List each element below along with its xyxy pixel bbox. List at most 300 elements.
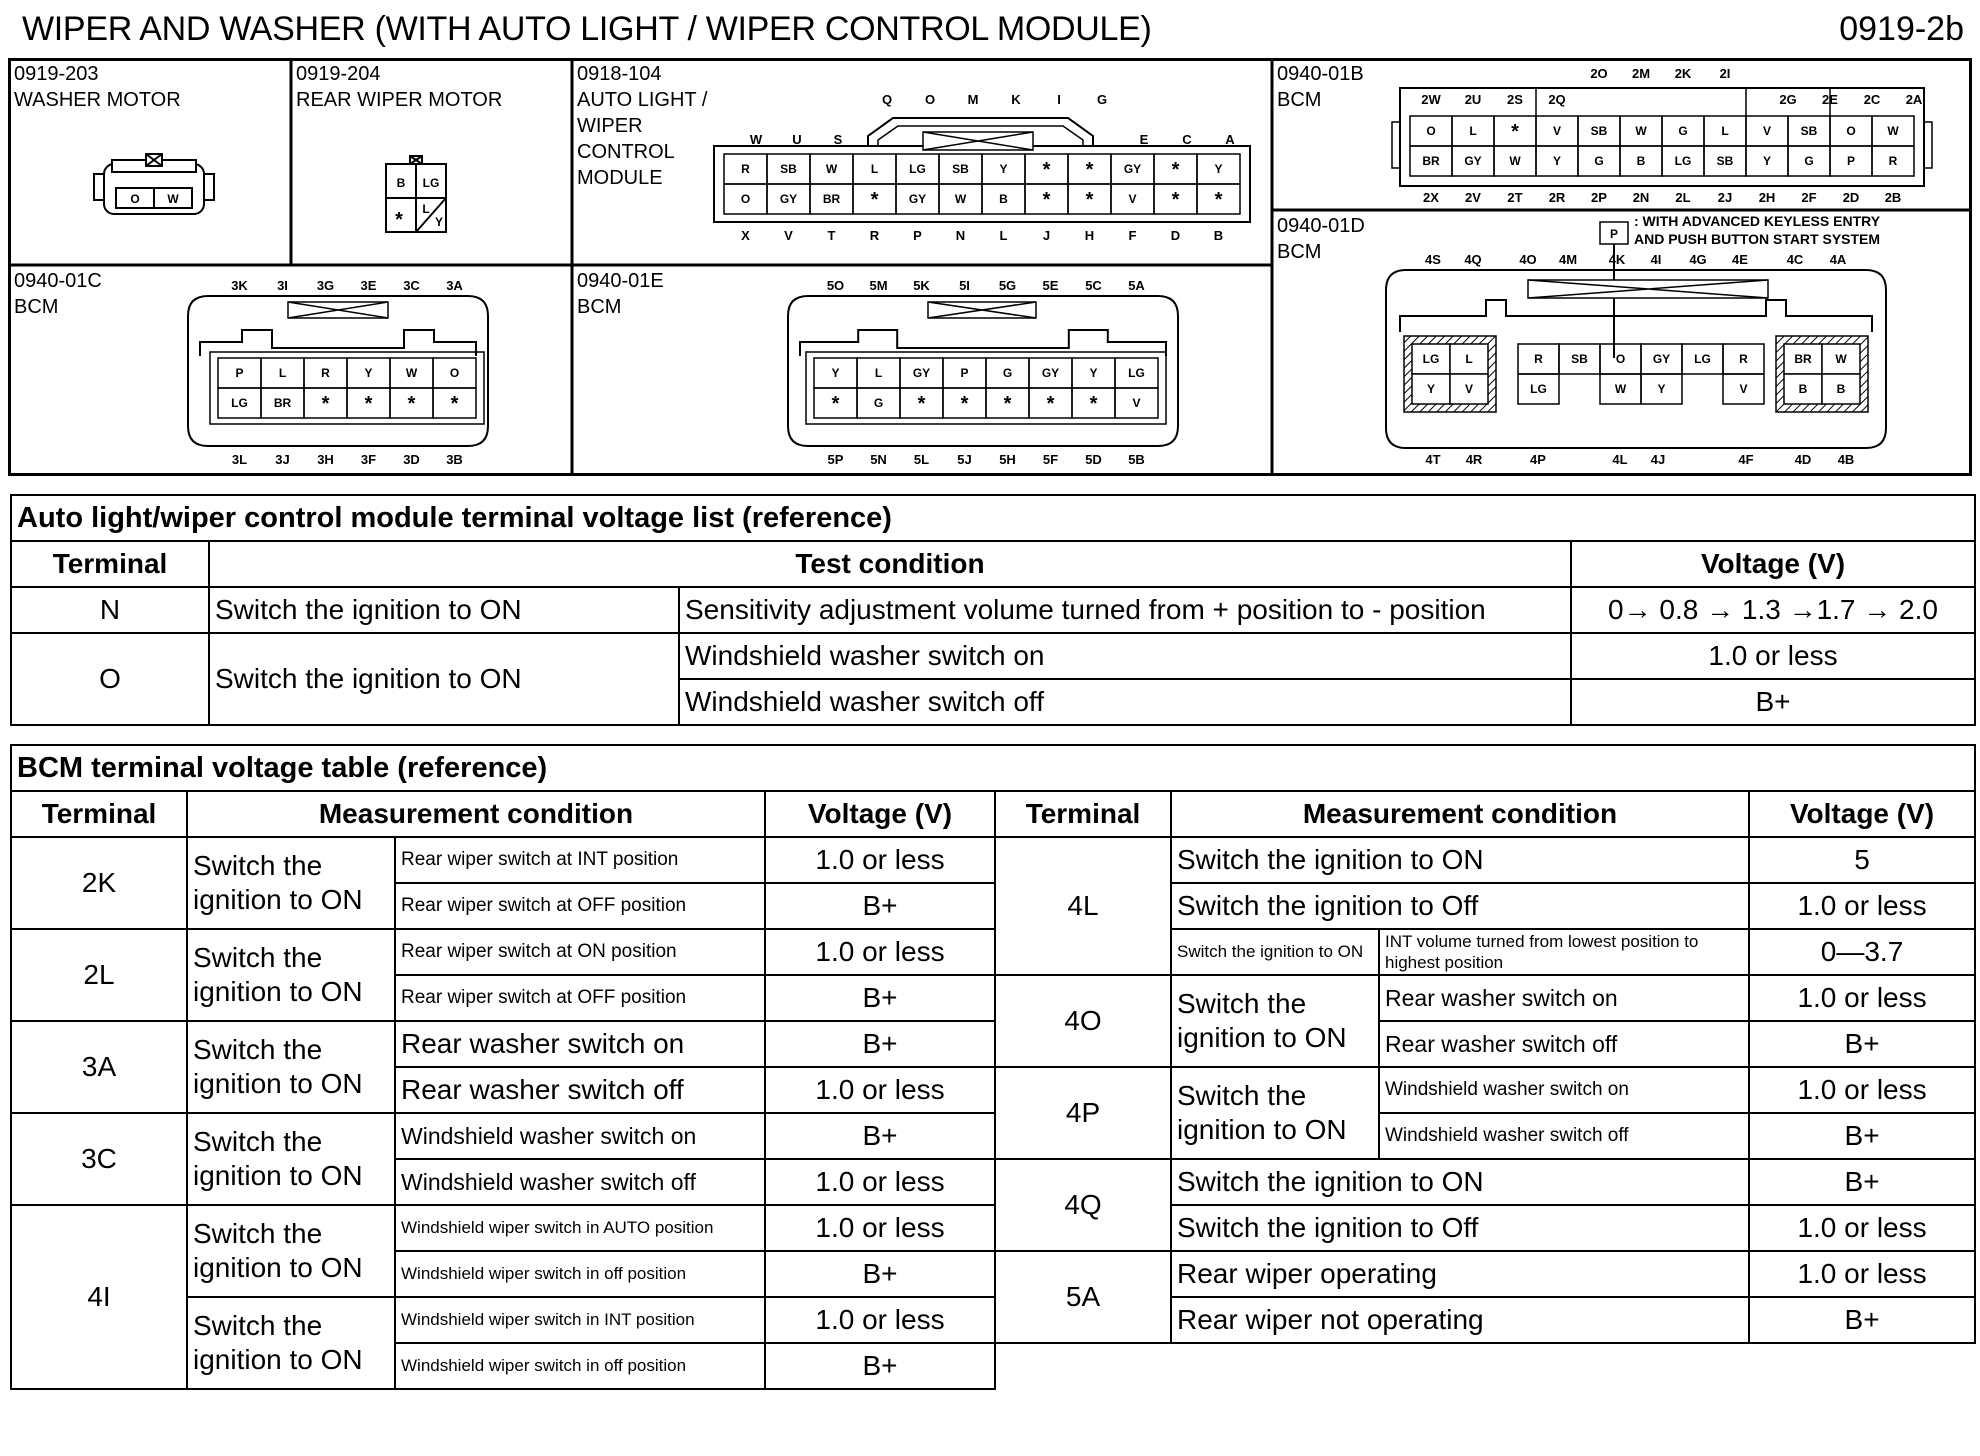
condition-cell: Switch the ignition to ON	[1171, 975, 1379, 1067]
pin-wire-color: B	[1836, 382, 1846, 396]
detail-cell: Rear washer switch on	[1379, 975, 1749, 1021]
pin-wire-color: P	[960, 366, 969, 380]
pin-wire-color: LG	[231, 396, 248, 410]
pin-label: 3J	[275, 452, 290, 467]
empty-pin-star: *	[1214, 189, 1223, 211]
pin-wire-color: Y	[364, 366, 373, 380]
auto-light-name-4: MODULE	[577, 167, 663, 189]
voltage-cell: B+	[1749, 1113, 1975, 1159]
empty-pin-star: *	[395, 209, 403, 231]
pin-label: 2L	[1675, 190, 1691, 205]
pin-label: 3A	[446, 278, 463, 293]
pin-wire-color: Y	[1657, 382, 1666, 396]
pin-label: 2R	[1548, 190, 1566, 205]
terminal-cell: O	[11, 633, 209, 725]
pin-wire-color: W	[1614, 382, 1627, 396]
pin-wire-color: SB	[1800, 124, 1818, 138]
table-row	[11, 929, 1975, 975]
empty-pin-star: *	[1171, 189, 1180, 211]
pin-label: 5I	[959, 278, 970, 293]
pin-wire-color: W	[825, 162, 838, 176]
pin-label: 4E	[1732, 252, 1748, 267]
detail-cell: Windshield washer switch off	[1379, 1113, 1749, 1159]
voltage-cell: 1.0 or less	[1749, 975, 1975, 1021]
washer-motor-id: 0919-203	[14, 63, 99, 85]
bcm-e-name: BCM	[577, 296, 622, 318]
pin-wire-color: SB	[1571, 352, 1588, 366]
pin-label: B	[1213, 228, 1224, 243]
pin-label: 2B	[1884, 190, 1902, 205]
terminal-cell: N	[11, 587, 209, 633]
pin-wire-color: O	[1846, 124, 1856, 138]
terminal-cell: 3A	[11, 1021, 187, 1113]
pin-label: 2X	[1423, 190, 1439, 205]
pin-wire-color: G	[1804, 154, 1814, 168]
pin-wire-color: O	[1615, 352, 1626, 366]
pin-label: 5J	[957, 452, 972, 467]
pin-wire-color: V	[1552, 124, 1562, 138]
table-row	[11, 1205, 1975, 1251]
detail-cell: Windshield washer switch on	[679, 633, 1571, 679]
rear-wiper-motor-name: REAR WIPER MOTOR	[296, 89, 503, 111]
voltage-cell: B+	[1749, 1159, 1975, 1205]
washer-motor-connector	[94, 154, 214, 214]
detail-cell: Rear wiper switch at ON position	[395, 929, 765, 975]
condition-cell: Switch the ignition to ON	[187, 1113, 395, 1205]
pin-label: C	[1182, 132, 1192, 147]
detail-cell: Sensitivity adjustment volume turned from + position to - position	[679, 587, 1571, 633]
header-voltage: Voltage (V)	[1749, 791, 1975, 837]
pin-label: S	[833, 132, 843, 147]
pin-wire-color: L	[1469, 124, 1477, 138]
table-row	[11, 587, 1975, 633]
pin-wire-color: W	[1835, 352, 1847, 366]
pin-label: 2W	[1421, 92, 1441, 107]
condition-cell: Switch the ignition to ON	[1171, 929, 1379, 975]
pin-label: O	[924, 92, 936, 107]
pin-wire-color: R	[1534, 352, 1543, 366]
detail-cell: Rear wiper switch at INT position	[395, 837, 765, 883]
voltage-cell: 1.0 or less	[765, 929, 995, 975]
voltage-cell: 5	[1749, 837, 1975, 883]
pin-wire-color: R	[1888, 154, 1898, 168]
auto-light-id: 0918-104	[577, 63, 662, 85]
pin-wire-color: W	[1509, 154, 1521, 168]
bcm-b-name: BCM	[1277, 89, 1322, 111]
table-row	[11, 837, 1975, 883]
empty-pin-star: *	[1511, 121, 1519, 143]
voltage-cell: 1.0 or less	[1749, 1251, 1975, 1297]
pin-label: L	[999, 228, 1008, 243]
header-voltage: Voltage (V)	[1571, 541, 1975, 587]
detail-cell: Rear wiper switch at OFF position	[395, 883, 765, 929]
pin-wire-color: B	[396, 176, 406, 190]
detail-cell: Windshield washer switch off	[395, 1159, 765, 1205]
pin-label: 2O	[1590, 66, 1608, 81]
pin-label: U	[792, 132, 802, 147]
pin-wire-color: O	[449, 366, 460, 380]
detail-cell: Rear washer switch off	[1379, 1021, 1749, 1067]
pin-label: 2K	[1674, 66, 1692, 81]
voltage-cell: B+	[765, 1343, 995, 1389]
pin-wire-color: LG	[1128, 366, 1145, 380]
condition-cell: Switch the ignition to Off	[1171, 883, 1749, 929]
bcm-b-connector	[1392, 66, 1932, 205]
pin-label: M	[967, 92, 979, 107]
bcm-e-connector	[788, 278, 1178, 467]
pin-wire-color: W	[1635, 124, 1647, 138]
pin-label: 4S	[1425, 252, 1441, 267]
pin-label: 5M	[869, 278, 888, 293]
pin-wire-color: V	[1739, 382, 1748, 396]
pin-wire-color: GY	[1652, 352, 1671, 366]
pin-label: 5D	[1085, 452, 1102, 467]
pin-label: 5N	[870, 452, 887, 467]
pin-wire-color: GY	[1123, 162, 1142, 176]
detail-cell: Windshield wiper switch in off position	[395, 1251, 765, 1297]
pin-wire-color: LG	[422, 176, 440, 190]
voltage-cell: 1.0 or less	[1749, 1067, 1975, 1113]
pin-label: 2M	[1631, 66, 1651, 81]
pin-wire-color: Y	[1552, 154, 1562, 168]
pin-label: 2V	[1465, 190, 1481, 205]
pin-label: Q	[881, 92, 893, 107]
pin-wire-color: GY	[908, 192, 927, 206]
pin-wire-color: R	[1739, 352, 1748, 366]
voltage-cell: 1.0 or less	[765, 1205, 995, 1251]
condition-cell: Switch the ignition to ON	[209, 587, 679, 633]
pin-wire-color: B	[999, 192, 1008, 206]
pin-label: 2N	[1632, 190, 1650, 205]
detail-cell: Rear wiper switch at OFF position	[395, 975, 765, 1021]
pin-wire-color: W	[405, 366, 418, 380]
empty-pin-star: *	[1085, 189, 1094, 211]
pin-label: 5A	[1128, 278, 1145, 293]
table-row	[11, 633, 1975, 679]
pin-wire-color: G	[1002, 366, 1013, 380]
pin-label: 5H	[999, 452, 1016, 467]
pin-wire-color: SB	[1590, 124, 1608, 138]
bcm-e-id: 0940-01E	[577, 270, 664, 292]
pin-label: 4J	[1650, 452, 1666, 467]
pin-label: 4A	[1829, 252, 1847, 267]
pin-label: 5E	[1042, 278, 1059, 293]
voltage-cell: 1.0 or less	[1571, 633, 1975, 679]
legend-text: AND PUSH BUTTON START SYSTEM	[1634, 231, 1881, 247]
voltage-cell: B+	[1571, 679, 1975, 725]
voltage-cell: 1.0 or less	[765, 1067, 995, 1113]
terminal-cell: 4I	[11, 1205, 187, 1389]
voltage-cell: B+	[1749, 1021, 1975, 1067]
pin-wire-color: G	[873, 396, 884, 410]
bcm-voltage-table	[10, 744, 1976, 1390]
auto-light-name-2: WIPER	[577, 115, 643, 137]
pin-label: 4F	[1738, 452, 1754, 467]
pin-label: 2P	[1591, 190, 1607, 205]
detail-cell: Rear washer switch on	[395, 1021, 765, 1067]
bcm-c-name: BCM	[14, 296, 59, 318]
condition-cell: Switch the ignition to ON	[187, 1205, 395, 1297]
terminal-cell: 2K	[11, 837, 187, 929]
pin-wire-color: Y	[1762, 154, 1772, 168]
pin-label: K	[1011, 92, 1021, 107]
pin-label: 2H	[1758, 190, 1776, 205]
detail-cell: Windshield wiper switch in AUTO position	[395, 1205, 765, 1251]
pin-wire-color: GY	[1464, 154, 1482, 168]
pin-wire-color: P	[1846, 154, 1856, 168]
table-row	[11, 1297, 1975, 1343]
pin-label: 2J	[1717, 190, 1733, 205]
pin-label: 4B	[1837, 452, 1855, 467]
pin-label: A	[1225, 132, 1235, 147]
bcm-d-connector	[1386, 213, 1886, 467]
pin-wire-color: Y	[1214, 162, 1223, 176]
voltage-cell: 1.0 or less	[765, 1297, 995, 1343]
pin-label: D	[1170, 228, 1181, 243]
auto-light-voltage-table	[10, 494, 1976, 726]
pin-wire-color: W	[954, 192, 967, 206]
condition-cell: Switch the ignition to ON	[187, 929, 395, 1021]
header-terminal: Terminal	[995, 791, 1171, 837]
pin-wire-color: L	[1465, 352, 1473, 366]
header-measurement: Measurement condition	[187, 791, 765, 837]
condition-cell: Switch the ignition to ON	[209, 633, 679, 725]
pin-wire-color: B	[1798, 382, 1808, 396]
condition-cell: Switch the ignition to ON	[187, 1021, 395, 1113]
empty-pin-star: *	[364, 393, 373, 415]
condition-cell: Switch the ignition to ON	[187, 837, 395, 929]
pin-wire-color: V	[1762, 124, 1772, 138]
connector-diagram	[8, 58, 1972, 476]
pin-label: 2G	[1779, 92, 1797, 107]
pin-label: 3I	[277, 278, 288, 293]
pin-label: 4R	[1465, 452, 1483, 467]
condition-cell: Switch the ignition to ON	[1171, 1159, 1749, 1205]
detail-cell: Windshield washer switch off	[679, 679, 1571, 725]
pin-wire-color: R	[321, 366, 330, 380]
pin-wire-color: GY	[912, 366, 931, 380]
pin-label: 3K	[231, 278, 248, 293]
empty-pin-star: *	[321, 393, 330, 415]
pin-label: 5L	[913, 452, 930, 467]
pin-wire-color: Y	[1426, 382, 1436, 396]
pin-wire-color: LG	[1674, 154, 1692, 168]
page-code: 0919-2b	[1839, 10, 1964, 48]
condition-cell: Switch the ignition to ON	[1171, 1067, 1379, 1159]
pin-label: 2U	[1464, 92, 1482, 107]
pin-wire-color: BR	[822, 192, 841, 206]
voltage-cell: B+	[765, 975, 995, 1021]
pin-label: 5O	[826, 278, 845, 293]
detail-cell: INT volume turned from lowest position to highest position	[1379, 929, 1749, 975]
pin-wire-color: B	[1636, 154, 1646, 168]
table-row	[11, 1021, 1975, 1067]
pin-wire-color: L	[278, 366, 287, 380]
voltage-cell: B+	[765, 1021, 995, 1067]
pin-label: 5P	[827, 452, 844, 467]
pin-wire-color: GY	[779, 192, 798, 206]
terminal-cell: 3C	[11, 1113, 187, 1205]
pin-wire-color: O	[740, 192, 751, 206]
pin-label: 4C	[1786, 252, 1804, 267]
terminal-cell: 4Q	[995, 1159, 1171, 1251]
pin-label: 2S	[1507, 92, 1523, 107]
pin-label: R	[869, 228, 880, 243]
empty-pin-star: *	[1046, 393, 1055, 415]
condition-cell: Rear wiper operating	[1171, 1251, 1749, 1297]
bcm-d-name: BCM	[1277, 241, 1322, 263]
pin-wire-color: Y	[434, 215, 444, 229]
empty-pin-star: *	[917, 393, 926, 415]
pin-label: 4D	[1794, 452, 1812, 467]
pin-wire-color: BR	[1422, 154, 1440, 168]
pin-label: 3G	[316, 278, 335, 293]
pin-label: 4T	[1425, 452, 1441, 467]
pin-wire-color: L	[870, 162, 879, 176]
empty-pin-star: *	[1042, 189, 1051, 211]
empty-pin-star: *	[1085, 159, 1094, 181]
pin-wire-color: W	[167, 192, 179, 206]
header-measurement: Measurement condition	[1171, 791, 1749, 837]
terminal-cell: 4L	[995, 837, 1171, 975]
pin-label: 4M	[1558, 252, 1578, 267]
pin-label: I	[1057, 92, 1061, 107]
pin-label: 2T	[1507, 190, 1523, 205]
empty-pin-star: *	[960, 393, 969, 415]
table-row	[11, 1113, 1975, 1159]
empty-pin-star: *	[1089, 393, 1098, 415]
auto-light-table-title: Auto light/wiper control module terminal voltage list (reference)	[11, 495, 1975, 541]
pin-wire-color: L	[874, 366, 883, 380]
header-voltage: Voltage (V)	[765, 791, 995, 837]
voltage-cell: B+	[765, 1113, 995, 1159]
pin-wire-color: O	[130, 192, 140, 206]
detail-cell: Windshield washer switch on	[395, 1113, 765, 1159]
pin-wire-color: LG	[1422, 352, 1440, 366]
pin-wire-color: O	[1426, 124, 1436, 138]
pin-label: H	[1084, 228, 1095, 243]
pin-wire-color: BR	[273, 396, 292, 410]
pin-wire-color: P	[235, 366, 244, 380]
rear-wiper-motor-pins	[395, 176, 443, 231]
pin-label: F	[1128, 228, 1137, 243]
pin-label: G	[1096, 92, 1108, 107]
pin-label: 5K	[913, 278, 930, 293]
pin-label: 3H	[317, 452, 334, 467]
rear-wiper-motor-id: 0919-204	[296, 63, 381, 85]
pin-wire-color: V	[1464, 382, 1474, 396]
empty-pin-star: *	[1171, 159, 1180, 181]
condition-cell: Rear wiper not operating	[1171, 1297, 1749, 1343]
pin-label: 2D	[1842, 190, 1860, 205]
washer-motor-name: WASHER MOTOR	[14, 89, 181, 111]
auto-light-connector	[714, 92, 1250, 243]
voltage-cell: 1.0 or less	[765, 1159, 995, 1205]
empty-pin-star: *	[1042, 159, 1051, 181]
header-terminal: Terminal	[11, 791, 187, 837]
pin-label: 2I	[1719, 66, 1731, 81]
pin-wire-color: V	[1132, 396, 1141, 410]
voltage-cell: 1.0 or less	[1749, 883, 1975, 929]
pin-wire-color: SB	[780, 162, 797, 176]
detail-cell: Windshield wiper switch in off position	[395, 1343, 765, 1389]
voltage-cell: B+	[765, 883, 995, 929]
pin-wire-color: Y	[831, 366, 840, 380]
pin-label: J	[1042, 228, 1051, 243]
pin-label: 3D	[403, 452, 420, 467]
pin-label: 4K	[1608, 252, 1626, 267]
voltage-cell: 1.0 or less	[1749, 1205, 1975, 1251]
page-title: WIPER AND WASHER (WITH AUTO LIGHT / WIPER CONTROL MODULE)	[22, 10, 1152, 48]
voltage-cell: 0—3.7	[1749, 929, 1975, 975]
pin-label: X	[741, 228, 750, 243]
condition-cell: Switch the ignition to Off	[1171, 1205, 1749, 1251]
pin-label: E	[1139, 132, 1149, 147]
pin-label: P	[913, 228, 922, 243]
voltage-cell: 1.0 or less	[765, 837, 995, 883]
pin-wire-color: L	[1721, 124, 1729, 138]
pin-wire-color: LG	[1694, 352, 1711, 366]
pin-label: 3F	[360, 452, 377, 467]
pin-label: 3L	[231, 452, 248, 467]
auto-light-name-3: CONTROL	[577, 141, 675, 163]
pin-wire-color: V	[1128, 192, 1137, 206]
pin-wire-color: BR	[1794, 352, 1812, 366]
pin-label: 5B	[1128, 452, 1145, 467]
voltage-cell: B+	[765, 1251, 995, 1297]
pin-wire-color: LG	[1530, 382, 1547, 396]
pin-label: 2C	[1863, 92, 1881, 107]
pin-label: 5G	[998, 278, 1017, 293]
pin-wire-color: G	[1678, 124, 1688, 138]
empty-pin-star: *	[450, 393, 459, 415]
bcm-b-id: 0940-01B	[1277, 63, 1364, 85]
pin-wire-color: Y	[999, 162, 1008, 176]
terminal-cell: 4P	[995, 1067, 1171, 1159]
empty-pin-star: *	[831, 393, 840, 415]
pin-label: V	[784, 228, 793, 243]
pin-wire-color: W	[1887, 124, 1899, 138]
pin-label: 4Q	[1464, 252, 1482, 267]
pin-wire-color: GY	[1041, 366, 1060, 380]
pin-wire-color: SB	[1716, 154, 1734, 168]
empty-pin-star: *	[1003, 393, 1012, 415]
pin-label: 2Q	[1548, 92, 1566, 107]
pin-label: T	[827, 228, 836, 243]
pin-wire-color: LG	[909, 162, 926, 176]
pin-wire-color: Y	[1089, 366, 1098, 380]
pin-label: 4P	[1530, 452, 1546, 467]
voltage-cell: 0→ 0.8 → 1.3 →1.7 → 2.0	[1571, 587, 1975, 633]
pin-label: 2F	[1801, 190, 1817, 205]
pin-wire-color: L	[422, 202, 430, 216]
pin-label: 3C	[403, 278, 420, 293]
pin-label: 4G	[1689, 252, 1707, 267]
pin-label: 2A	[1905, 92, 1923, 107]
pin-wire-color: SB	[952, 162, 969, 176]
condition-cell: Switch the ignition to ON	[1171, 837, 1749, 883]
legend-text: : WITH ADVANCED KEYLESS ENTRY	[1634, 213, 1881, 229]
pin-label: N	[955, 228, 966, 243]
pin-label: W	[749, 132, 763, 147]
header-test-condition: Test condition	[209, 541, 1571, 587]
auto-light-name-1: AUTO LIGHT /	[577, 89, 708, 111]
bcm-d-id: 0940-01D	[1277, 215, 1365, 237]
pin-label: 3B	[446, 452, 463, 467]
pin-label: 2E	[1822, 92, 1838, 107]
detail-cell: Rear washer switch off	[395, 1067, 765, 1113]
pin-wire-color: G	[1594, 154, 1604, 168]
